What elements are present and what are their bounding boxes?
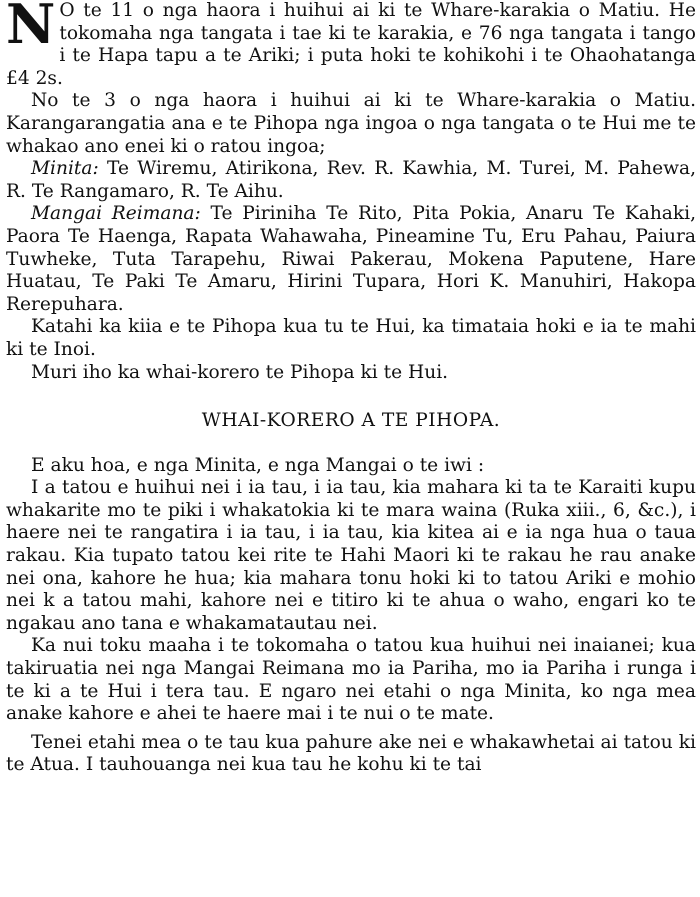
speech-heading: WHAI-KORERO A TE PIHOPA. bbox=[201, 410, 501, 432]
intro-paragraph-3: Katahi ka kiia e te Pihopa kua tu te Hui, ka timataia hoki e ia te mahi ki te Inoi. bbox=[6, 316, 696, 360]
intro-paragraph-1-text: O te 11 o nga haora i huihui ai ki te Whare-karakia o Matiu. He tokomaha nga tangata i tae ki te karakia, e 76 nga tangata i tango i te Hapa tapu a te Ariki; i puta hoki te kohikohi i te Ohaohatanga £4 2s. bbox=[6, 0, 696, 89]
intro-paragraph-4: Muri iho ka whai-korero te Pihopa ki te Hui. bbox=[31, 361, 449, 383]
speech-salutation: E aku hoa, e nga Minita, e nga Mangai o te iwi : bbox=[31, 454, 485, 476]
speech-paragraph-2: Ka nui toku maaha i te tokomaha o tatou kua huihui nei inaianei; kua takiruatia nei nga Mangai Reimana mo ia Pariha, mo ia Pariha i runga i te ki a te Hui i tera tau. E ngaro nei etahi o nga Minita, ko nga mea anake kahore e ahei te haere mai i te nui o te mate. bbox=[6, 635, 696, 725]
minita-list bbox=[6, 158, 696, 203]
speech-paragraph-1: I a tatou e huihui nei i ia tau, i ia tau, kia mahara ki ta te Karaiti kupu whakarite mo te piki i whakatokia ki te mara waina (Ruka xiii., 6, &c.), i haere nei te rangatira i ia tau, i ia tau, kia kitea ai e ia nga hua o taua rakau. Kia tupato tatou kei rite te Hahi Maori ki te rakau he rau anake nei ona, kahore he hua; kia mahara tonu hoki ki to tatou Ariki e mohio nei k a tatou mahi, kahore nei e titiro ki te ahua o waho, engari ko te ngakau ano tana e whakamatautau nei. bbox=[6, 477, 696, 634]
drop-cap: N bbox=[6, 0, 56, 56]
mangai-list bbox=[6, 203, 696, 316]
mangai-names: Te Piriniha Te Rito, Pita Pokia, Anaru Te Kahaki, Paora Te Haenga, Rapata Wahawaha, Pineamine Tu, Eru Pahau, Paiura Tuwheke, Tuta Tarapehu, Riwai Pakerau, Mokena Paputene, Hare Huatau, Te Paki Te Amaru, Hirini Tupara, Hori K. Manuhiri, Hakopa Rerepuhara. bbox=[6, 203, 696, 315]
intro-paragraph-1 bbox=[6, 0, 696, 90]
mangai-label: Mangai Reimana: bbox=[31, 203, 201, 225]
intro-paragraph-2: No te 3 o nga haora i huihui ai ki te Whare-karakia o Matiu. Karangarangatia ana e te Pihopa nga ingoa o nga tangata o te Hui me te whakao ano enei ki o ratou ingoa; bbox=[6, 90, 696, 157]
minita-label: Minita: bbox=[31, 158, 99, 180]
speech-paragraph-3: Tenei etahi mea o te tau kua pahure ake nei e whakawhetai ai tatou ki te Atua. I tauhouanga nei kua tau he kohu ki te tai bbox=[6, 731, 696, 776]
minita-names: Te Wiremu, Atirikona, Rev. R. Kawhia, M. Turei, M. Pahewa, R. Te Rangamaro, R. Te Aihu. bbox=[6, 158, 696, 202]
